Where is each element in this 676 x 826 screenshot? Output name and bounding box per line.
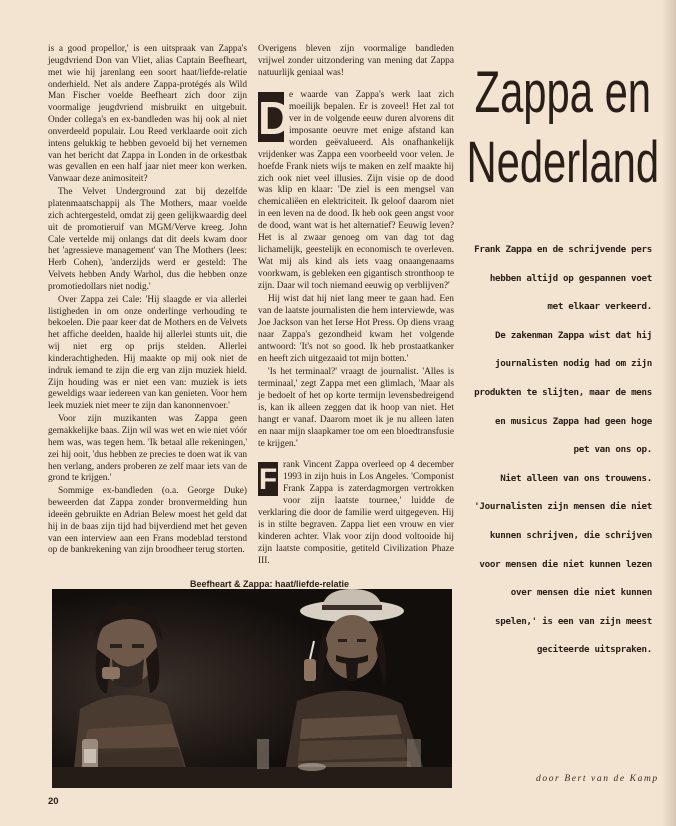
intro-line: Niet alleen van ons trouwens. (500, 472, 652, 484)
intro-line: Frank Zappa en de schrijvende pers (474, 244, 652, 255)
col2-paragraph-drop1 (258, 90, 454, 293)
article-title (462, 58, 664, 198)
intro-line: met elkaar verkeerd. (547, 301, 652, 313)
intro-line: voor mensen die niet kunnen lezen (479, 558, 652, 570)
page-edge-shadow (662, 0, 676, 826)
intro-line: 'Journalisten zijn mensen die niet (474, 501, 652, 513)
intro-line: geciteerde uitspraken. (536, 644, 652, 656)
photo-caption: Beefheart & Zappa: haat/liefde-relatie (190, 579, 350, 589)
col2-drop2-text: rank Vincent Zappa overleed op 4 december 1993 in zijn huis in Los Angeles. 'Componist Frank Zappa is zaterdagmorgen vertrokken voor zijn laatste tournee,' luidde de verklaring die door de familie werd uitgegeven. Hij is in stilte begraven. Zappa liet een vrouw en vier kinderen achter. Vlak voor zijn dood voltooide hij zijn laatste compositie, getiteld Civilization Phaze III. (258, 460, 454, 567)
col2-paragraph: 'Is het terminaal?' vraagt de journalist. 'Alles is terminaal,' zegt Zappa met een glimlach, 'Maar als je bedoelt of het op korte termijn levensbedreigend is, kan ik alleen zeggen dat ik hoop van niet. Het hangt er vanaf. Daarom moet ik je nu alleen laten en naar mijn slaapkamer toe om een bloedtransfusie te krijgen.' (258, 366, 454, 449)
col2-opening: Overigens bleven zijn voormalige bandleden vrijwel zonder uitzondering van mening dat Zappa natuurlijk geniaal was! (258, 44, 454, 78)
photo-illustration (52, 589, 452, 788)
intro-line: pet van ons op. (573, 444, 652, 456)
col2-drop1-text: e waarde van Zappa's werk laat zich moeilijk bepalen. Er is zoveel! Het zal tot ver in de volgende eeuw duren alvorens dit imposante oeuvre met enige afstand kan worden geëvalueerd. Als onafhankelijk vrijdenker was Zappa een voorbeeld voor velen. Je hoefde Frank niets wijs te maken en zelf maakte hij zich ook niet veel illusies. Zijn visie op de dood was klip en klaar: 'De ziel is een mengsel van chemicaliëen en elektriciteit. Ik geloof daarom niet in een leven na de dood. Ik heb ook geen angst voor de dood, want wat is het alternatief? Eeuwig leven? Het is al zwaar genoeg om van dag tot dag lichamelijk, geestelijk en economisch te overleven. Wat mij als kind als iets vaag onaangenaams voorkwam, is gebleken een gigantisch stronthoop te zijn. Daar wil toch niemand eeuwig op verblijven?' (258, 89, 454, 292)
intro-line: en musicus Zappa had geen hoge (495, 415, 652, 427)
drop-cap-d: D (258, 91, 292, 144)
intro-line: over mensen die niet kunnen (510, 587, 652, 599)
col1-paragraph: is a good propellor,' is een uitspraak van Zappa's jeugdvriend Don van Vliet, alias Captain Beefheart, met wie hij jarenlang een soort haat/liefde-relatie onderhield. Net als andere Zappa-protégés als Wild Man Fischer voelde Beefheart zich door zijn voormalige jeugdvriend misbruikt en uitgebuit. Onder collega's en ex-bandleden was hij ook al niet onverdeeld populair. Lou Reed verklaarde ooit zich intens gelukkig te hebben gevoeld bij het vernemen van het bericht dat Zappa in Londen in de orkestbak was gevallen en een half jaar niet meer kon werken. Vanwaar deze animositeit? (48, 44, 247, 185)
drop-cap-f: F (258, 463, 278, 497)
title-line-1: Zappa en (474, 60, 652, 125)
col2-paragraph-drop2 (258, 460, 454, 568)
intro-line: hebben altijd op gespannen voet (489, 272, 652, 284)
article-column-1 (48, 44, 247, 558)
col1-paragraph: Sommige ex-bandleden (o.a. George Duke) beweerden dat Zappa zonder bronvermelding hun ideeën gebruikte en Adrian Belew moest het geld dat hij in de baas zijn tijd had bijverdiend met het geven van een interview aan een Frans modeblad terstond op de bankrekening van zijn broodheer terug storten. (48, 486, 247, 556)
article-column-2 (258, 44, 454, 569)
article-intro (474, 236, 652, 665)
intro-line: De zakenman Zappa wist dat hij (495, 329, 652, 341)
col1-paragraph: Voor zijn muzikanten was Zappa geen gemakkelijke baas. Zijn wil was wet en wie niet vóór hem was, was tegen hem. 'Ik betaal alle rekeningen,' zei hij ooit, 'dus hebben ze precies te doen wat ik van hen verlang, anders proberen ze zelf maar iets van de grond te krijgen.' (48, 414, 247, 484)
intro-line: kunnen schrijven, die schrijven (489, 529, 652, 541)
col2-paragraph: Hij wist dat hij niet lang meer te gaan had. Een van de laatste journalisten die hem interviewde, was Joe Jackson van het Ierse Hot Press. Op diens vraag naar Zappa's gezondheid kwam het volgende antwoord: 'It's not so good. Ik heb prostaatkanker en heeft zich uitgezaaid tot mijn botten.' (258, 294, 454, 364)
intro-line: journalisten nodig had om zijn (495, 358, 652, 370)
title-line-2: Nederland (466, 130, 660, 195)
col1-paragraph: Over Zappa zei Cale: 'Hij slaagde er via allerlei listigheden in om onze onderlinge verhouding te bekoelen. Die paar keer dat de Mothers en de Velvets het affiche deelden, haalde hij allerlei stunts uit, die wij niet erg op prijs stelden. Allerlei kinderachtigheden. Hij maakte op mij ook niet de indruk iemand te zijn die erg van zijn muziek hield. Zijn houding was er niet een van: muziek is iets geweldigs waar iedereen van kan genieten. Voor hem leek muziek niet meer te zijn dan kanonnenvoer.' (48, 294, 247, 412)
photo-beefheart-zappa (52, 589, 452, 788)
page-number: 20 (48, 796, 59, 807)
intro-line: spelen,' is een van zijn meest (495, 615, 652, 627)
byline: door Bert van de Kamp (536, 774, 659, 784)
intro-line: produkten te slijten, maar de mens (474, 386, 652, 398)
col1-paragraph: The Velvet Underground zat bij dezelfde platenmaatschappij als The Mothers, maar voelde zich achtergesteld, omdat zij geen gelijkwaardig deel uit de promotieruif van MGM/Verve kreeg. John Cale vertelde mij onlangs dat dit deels kwam door het 'agressieve management' van The Mothers (lees: Herb Cohen), 'anderzijds werd er gesteld: The Velvets hebben Andy Warhol, dus die hebben onze promotiedollars niet nodig.' (48, 187, 247, 292)
